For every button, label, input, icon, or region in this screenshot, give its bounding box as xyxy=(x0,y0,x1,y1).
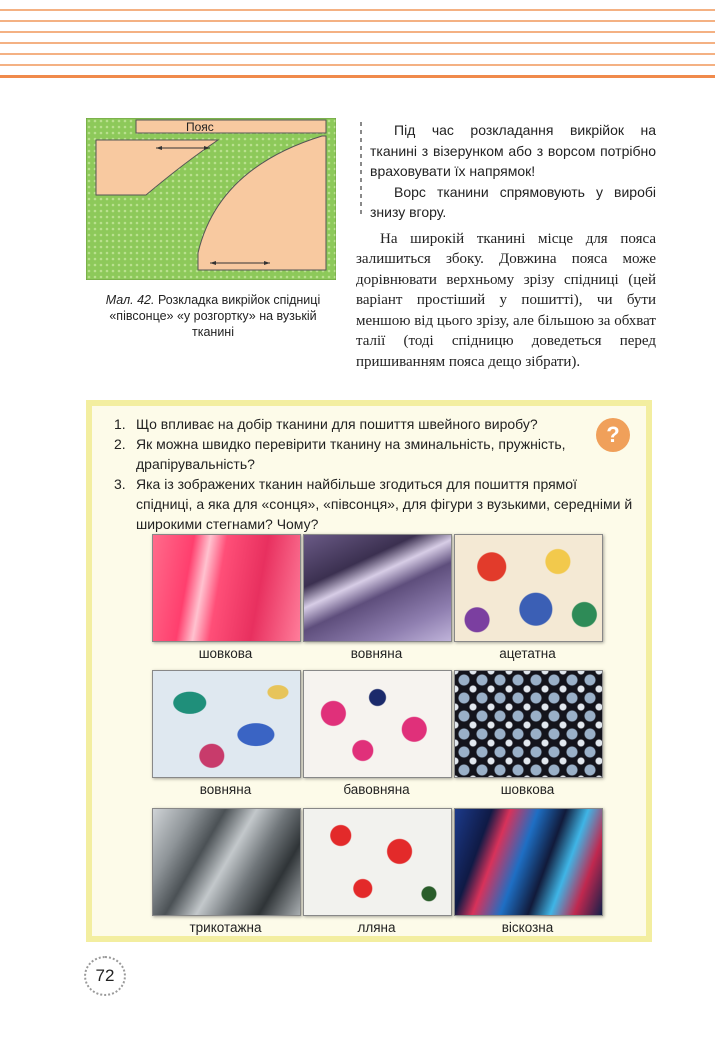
fabric-swatch-cotton xyxy=(303,670,452,778)
note-bar xyxy=(360,122,362,216)
question-item xyxy=(114,414,634,434)
question-text: Як можна швидко перевірити тканину на зминальність, пружність, драпірувальність? xyxy=(136,436,566,472)
fabric-swatch-acetate xyxy=(454,534,603,642)
caption-label: Мал. 42. xyxy=(105,293,155,307)
question-item xyxy=(114,434,634,474)
question-number: 2. xyxy=(114,436,126,452)
fabric-label: ацетатна xyxy=(499,646,556,661)
page-number: 72 xyxy=(84,956,126,996)
figure-caption xyxy=(88,292,338,340)
fabric-label: шовкова xyxy=(198,646,253,661)
belt-label: Пояс xyxy=(186,120,214,134)
header-decoration xyxy=(0,0,715,78)
fabric-label: віскозна xyxy=(501,920,554,935)
question-text: Яка із зображених тканин найбільше згодиться для пошиття прямої спідниці, а яка для «сонця», «півсонця», для фігури з вузькими, середніми й широкими стегнами? Чому? xyxy=(136,476,633,532)
note-paragraph-2: Ворс тканини спрямовують у виробі знизу вгору. xyxy=(370,183,656,220)
fabric-swatch-knit xyxy=(152,808,301,916)
fabric-swatch-linen xyxy=(303,808,452,916)
right-text-column xyxy=(356,120,656,372)
figure-pattern-layout xyxy=(86,118,336,280)
fabric-label: бавовняна xyxy=(343,782,410,797)
fabric-label: вовняна xyxy=(350,646,403,661)
question-item xyxy=(114,474,634,534)
fabric-swatch-viscose xyxy=(454,808,603,916)
question-number: 1. xyxy=(114,416,126,432)
fabric-swatch-wool xyxy=(303,534,452,642)
questions-box xyxy=(86,400,652,942)
question-text: Що впливає на добір тканини для пошиття швейного виробу? xyxy=(136,416,538,432)
note-paragraph-1: Під час розкладання викрійок на тканині з візерунком або з ворсом потрібно враховувати їх напрямок! xyxy=(370,122,656,179)
fabric-swatch-silk-dots xyxy=(454,670,603,778)
question-icon: ? xyxy=(596,418,630,452)
main-paragraph: На широкій тканині місце для пояса залишиться збоку. Довжина пояса може дорівнювати верхньому зрізу спідниці (цей варіант простіший у пошитті), чи бути меншою від цього зрізу, але більшою за обхват талії (тоді спідницю доведеться перед пришиванням пояса дещо зібрати). xyxy=(356,230,656,370)
fabric-label: шовкова xyxy=(500,782,555,797)
note-block xyxy=(356,120,656,223)
fabric-swatch-silk xyxy=(152,534,301,642)
fabric-label: трикотажна xyxy=(189,920,262,935)
fabric-label: вовняна xyxy=(199,782,252,797)
questions-list xyxy=(114,414,634,534)
question-number: 3. xyxy=(114,476,126,492)
pattern-layout-diagram xyxy=(86,118,336,280)
fabric-label: лляна xyxy=(357,920,396,935)
fabric-swatch-wool-paisley xyxy=(152,670,301,778)
caption-text: Розкладка викрійок спідниці «півсонце» «у розгортку» на вузькій тканині xyxy=(109,293,321,339)
